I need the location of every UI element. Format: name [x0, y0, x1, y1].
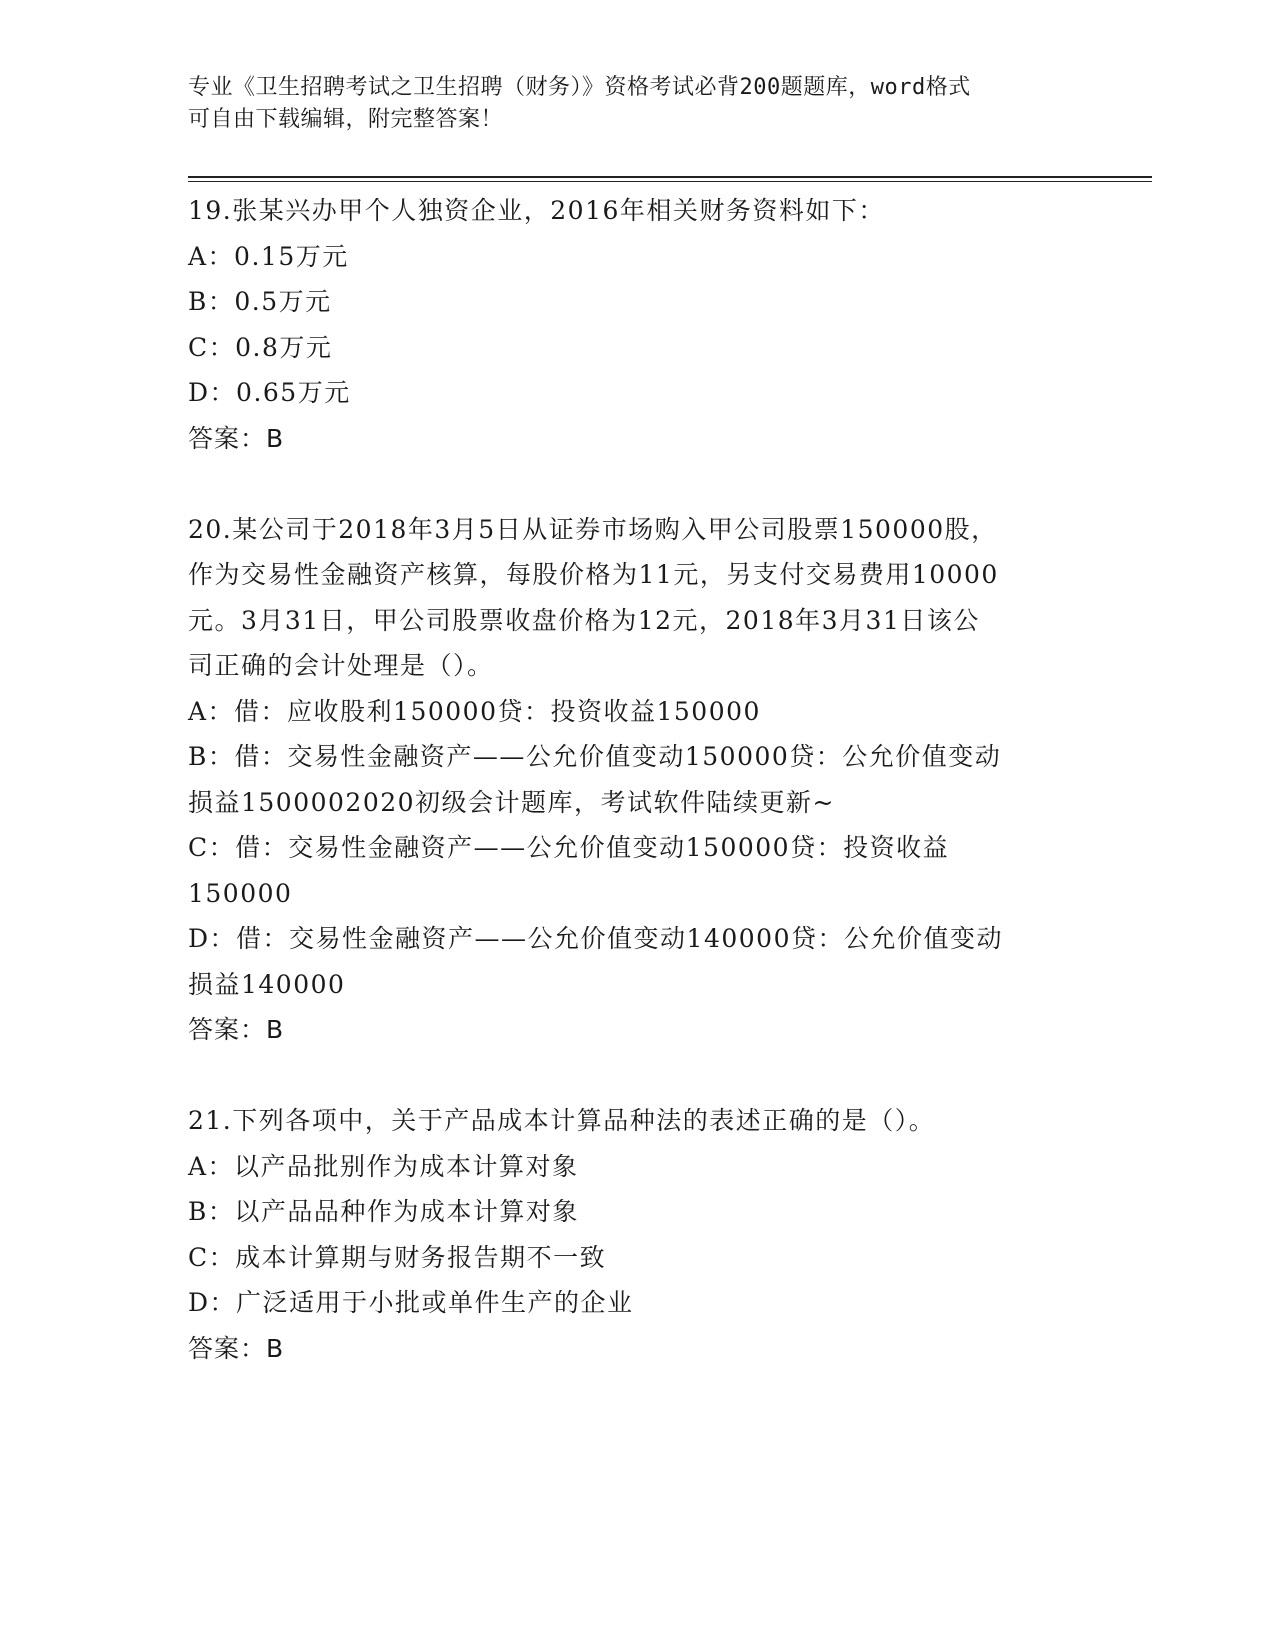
option-b-line-2: 损益1500002020初级会计题库，考试软件陆续更新~ [188, 787, 836, 817]
answer: 答案：B [188, 423, 285, 453]
question-21 [188, 1098, 1088, 1371]
option-b: B：0.5万元 [188, 287, 332, 316]
question-stem-line-2: 作为交易性金融资产核算，每股价格为11元，另支付交易费用10000 [188, 560, 999, 589]
option-c-line-1: C：借：交易性金融资产——公允价值变动150000贷：投资收益 [188, 833, 950, 862]
question-stem-line-1: 20.某公司于2018年3月5日从证券市场购入甲公司股票150000股， [188, 514, 998, 544]
header-divider-thick [188, 176, 1152, 178]
option-c: C：0.8万元 [188, 332, 333, 362]
option-d: D：0.65万元 [188, 378, 351, 407]
option-d-line-1: D：借：交易性金融资产——公允价值变动140000贷：公允价值变动 [188, 924, 1003, 953]
header-line-2: 可自由下载编辑，附完整答案！ [188, 107, 504, 132]
option-d: D：广泛适用于小批或单件生产的企业 [188, 1288, 634, 1317]
option-d-line-2: 损益140000 [188, 969, 346, 999]
question-stem: 21.下列各项中，关于产品成本计算品种法的表述正确的是（）。 [188, 1106, 936, 1135]
header-divider-thin [188, 181, 1152, 182]
answer: 答案：B [188, 1015, 285, 1044]
option-a: A：0.15万元 [188, 241, 349, 271]
option-a: A：借：应收股利150000贷：投资收益150000 [188, 696, 761, 726]
option-c-line-2: 150000 [188, 878, 293, 908]
option-b: B：以产品品种作为成本计算对象 [188, 1197, 579, 1226]
question-spacer [188, 461, 1088, 507]
question-19 [188, 188, 1088, 461]
question-list [188, 188, 1088, 1371]
option-b-line-1: B：借：交易性金融资产——公允价值变动150000贷：公允价值变动 [188, 742, 1002, 771]
question-20 [188, 507, 1088, 1053]
header-line-1: 专业《卫生招聘考试之卫生招聘（财务）》资格考试必背200题题库，word格式 [188, 75, 971, 100]
question-stem: 19.张某兴办甲个人独资企业，2016年相关财务资料如下： [188, 196, 885, 225]
option-c: C：成本计算期与财务报告期不一致 [188, 1242, 607, 1272]
question-stem-line-3: 元。3月31日，甲公司股票收盘价格为12元，2018年3月31日该公 [188, 605, 980, 635]
document-header [188, 72, 1068, 136]
question-spacer [188, 1053, 1088, 1099]
answer: 答案：B [188, 1333, 285, 1363]
option-a: A：以产品批别作为成本计算对象 [188, 1151, 579, 1181]
question-stem-line-4: 司正确的会计处理是（）。 [188, 651, 494, 680]
